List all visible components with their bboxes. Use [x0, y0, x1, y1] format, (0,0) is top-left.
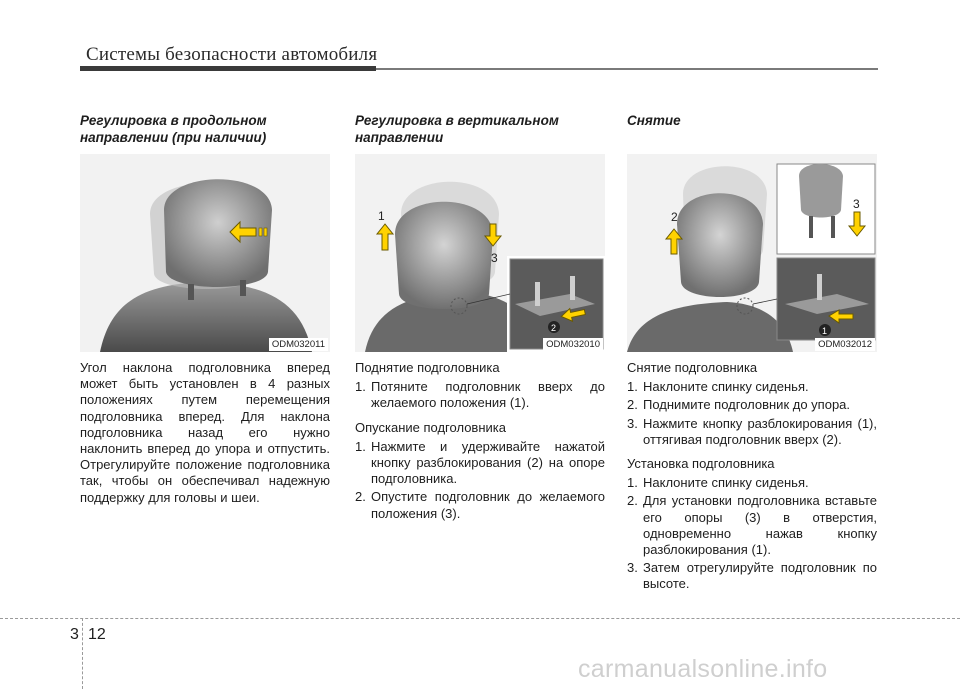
list-raise [355, 379, 605, 411]
list-item: 2. Для установки подголовника вставьте его опоры (3) в отверстия, одновременно нажав кнопку разблокирования (1). [627, 493, 877, 558]
body-removal [627, 360, 877, 593]
label-3: 3 [491, 251, 498, 265]
headrest-tilt-illustration [80, 154, 330, 352]
label-1: 1 [822, 326, 828, 336]
label-3: 3 [853, 197, 860, 211]
figure-code: ODM032012 [815, 338, 875, 351]
body-forward-adjust [80, 360, 330, 506]
column-vertical-adjust [355, 112, 605, 524]
list-item: 2. Поднимите подголовник до упора. [627, 397, 851, 413]
headrest-removal-illustration [627, 154, 877, 352]
list-item: 1. Нажмите и удерживайте нажатой кнопку разблокирования (2) на опоре подголовника. [355, 438, 605, 487]
section-title-lower: Опускание подголовника [355, 419, 506, 435]
footer-divider [0, 618, 960, 619]
list-lower [355, 439, 605, 522]
list-item: 3. Затем отрегулируйте подголовник по высоте. [627, 560, 877, 592]
heading-vertical-adjust: Регулировка в вертикальном направлении [355, 113, 559, 145]
list-item: 1. Потяните подголовник вверх до желаемого положения (1). [355, 379, 605, 411]
figure-headrest-tilt [80, 154, 330, 352]
chapter-number: 3 [70, 626, 79, 643]
footer-divider-vertical [82, 618, 83, 689]
section-title-raise: Поднятие подголовника [355, 360, 500, 375]
column-removal [627, 112, 877, 595]
heading-removal: Снятие [627, 113, 681, 128]
list-item: 3. Нажмите кнопку разблокирования (1), оттягивая подголовник вверх (2). [627, 415, 877, 447]
watermark: carmanualsonline.info [578, 655, 828, 683]
column-forward-adjust [80, 112, 330, 506]
list-item: 1. Наклоните спинку сиденья. [627, 379, 809, 395]
section-title-install: Установка подголовника [627, 456, 775, 472]
headrest-height-illustration [355, 154, 605, 352]
paragraph: Угол наклона подголовника вперед может быть установлен в 4 разных положениях путем перемещения подголовника вперед. Для наклона подголовника назад его нужно наклонить вперед до упора и отпустить. Отрегулируйте положение подголовника так, чтобы он обеспечивал надежную поддержку для головы и шеи. [80, 360, 330, 505]
list-item: 1. Наклоните спинку сиденья. [627, 475, 809, 491]
list-item: 2. Опустите подголовник до желаемого положения (3). [355, 489, 605, 521]
section-title-remove: Снятие подголовника [627, 360, 758, 375]
list-remove [627, 379, 877, 448]
header-rule [376, 68, 878, 70]
figure-code: ODM032011 [269, 338, 328, 351]
page-number: 12 [88, 626, 106, 643]
header-bar [80, 66, 376, 71]
section-title: Системы безопасности автомобиля [86, 44, 378, 65]
figure-code: ODM032010 [543, 338, 603, 351]
list-install [627, 475, 877, 592]
heading-forward-adjust: Регулировка в продольном направлении (при наличии) [80, 113, 267, 145]
label-2: 2 [551, 323, 557, 333]
figure-headrest-removal [627, 154, 877, 352]
body-vertical-adjust [355, 360, 605, 522]
label-1: 1 [378, 209, 385, 223]
figure-headrest-height [355, 154, 605, 352]
label-2: 2 [671, 210, 678, 224]
